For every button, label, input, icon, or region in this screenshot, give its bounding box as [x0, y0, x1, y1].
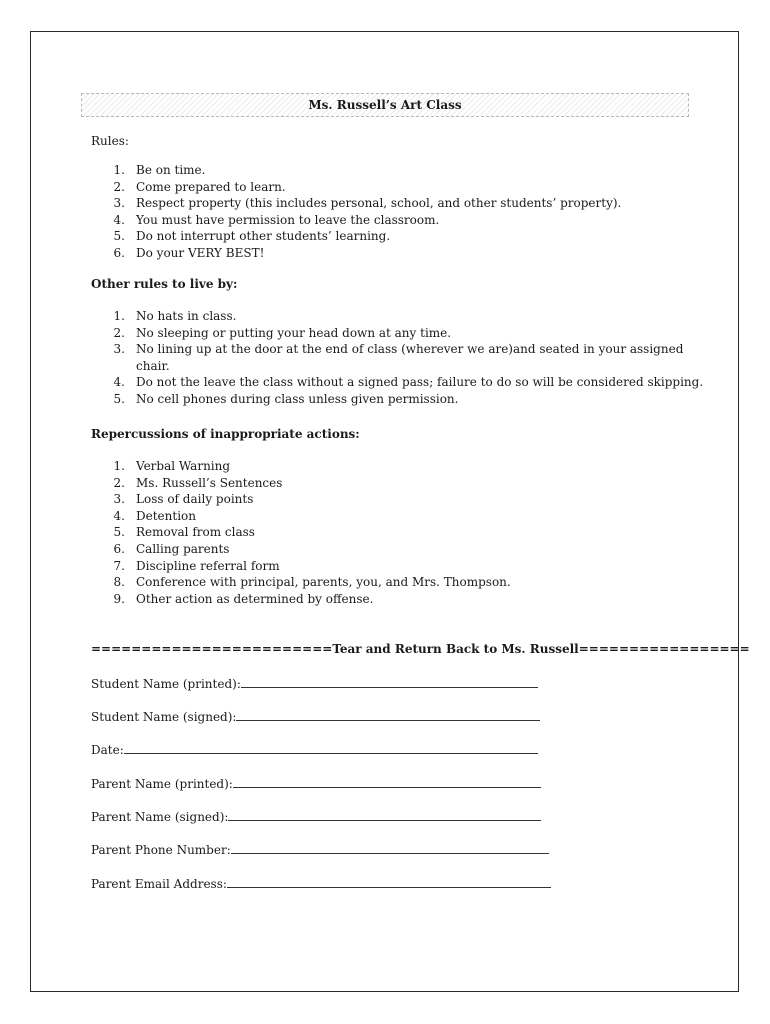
document-title: Ms. Russell’s Art Class: [308, 98, 462, 112]
list-item-text: No hats in class.: [136, 309, 237, 323]
list-item: [91, 325, 703, 342]
parent-name-printed-line[interactable]: [233, 776, 541, 788]
list-item-number: 2.: [113, 325, 125, 340]
list-item-text: Calling parents: [136, 541, 230, 556]
list-item-number: 9.: [113, 591, 125, 606]
other-rules-list: [91, 308, 703, 408]
list-item: [91, 541, 511, 558]
list-item-number: 3.: [113, 196, 125, 211]
list-item: [91, 458, 511, 475]
parent-name-printed-label: Parent Name (printed):: [91, 777, 233, 791]
parent-phone-line[interactable]: [231, 842, 549, 854]
list-item-text: Be on time.: [136, 163, 206, 177]
parent-email-label: Parent Email Address:: [91, 877, 227, 891]
list-item-text: No lining up at the door at the end of class (wherever we are)and seated in your assigned: [136, 342, 684, 357]
list-item: [91, 358, 703, 375]
list-item-number: 3.: [113, 492, 125, 507]
list-item-number: 6.: [113, 541, 125, 556]
other-rules-heading: Other rules to live by:: [91, 277, 238, 291]
rules-heading: Rules:: [91, 134, 129, 148]
date-line[interactable]: [124, 742, 538, 754]
list-item-number: 8.: [113, 575, 125, 590]
student-name-printed-line[interactable]: [241, 676, 538, 688]
list-item-text: Respect property (this includes personal, school, and other students’ property).: [136, 196, 622, 211]
list-item-text: Loss of daily points: [136, 492, 254, 507]
list-item-number: 5.: [113, 525, 125, 540]
list-item: [91, 374, 703, 391]
parent-phone-field[interactable]: [91, 842, 549, 858]
list-item-text: No sleeping or putting your head down at any time.: [136, 325, 452, 340]
list-item: [91, 591, 511, 608]
list-item: [91, 341, 703, 358]
list-item-text: Discipline referral form: [136, 558, 280, 573]
list-item-number: 4.: [113, 508, 125, 523]
list-item-number: 1.: [113, 459, 125, 473]
list-item-number: 4.: [113, 212, 125, 227]
list-item-text: Conference with principal, parents, you, and Mrs. Thompson.: [136, 575, 511, 590]
title-box: [81, 93, 689, 117]
list-item-number: 3.: [113, 342, 125, 357]
list-item-text: Verbal Warning: [136, 459, 231, 473]
list-item-text: Detention: [136, 508, 196, 523]
date-field[interactable]: [91, 742, 538, 758]
list-item-number: 7.: [113, 558, 125, 573]
list-item: [91, 228, 621, 245]
list-item-number: 1.: [113, 163, 125, 177]
list-item-text: Do not the leave the class without a signed pass; failure to do so will be considered skipping.: [136, 375, 704, 390]
list-item-text: You must have permission to leave the classroom.: [136, 212, 440, 227]
list-item-number: 5.: [113, 229, 125, 244]
parent-email-line[interactable]: [227, 876, 551, 888]
list-item: [91, 308, 703, 325]
parent-name-signed-line[interactable]: [228, 809, 541, 821]
list-item: [91, 195, 621, 212]
list-item-text: Removal from class: [136, 525, 255, 540]
list-item: [91, 391, 703, 408]
list-item-text: Do not interrupt other students’ learning.: [136, 229, 391, 244]
list-item-number: 1.: [113, 309, 125, 323]
parent-email-field[interactable]: [91, 876, 551, 892]
list-item: [91, 558, 511, 575]
student-name-signed-line[interactable]: [236, 709, 540, 721]
list-item-text: chair.: [136, 358, 170, 373]
student-name-signed-field[interactable]: [91, 709, 540, 725]
list-item: [91, 524, 511, 541]
rules-list: [91, 162, 621, 262]
repercussions-heading: Repercussions of inappropriate actions:: [91, 427, 360, 441]
parent-phone-label: Parent Phone Number:: [91, 843, 231, 857]
parent-name-signed-field[interactable]: [91, 809, 541, 825]
list-item-text: Ms. Russell’s Sentences: [136, 475, 283, 490]
parent-name-printed-field[interactable]: [91, 776, 541, 792]
list-item-number: 4.: [113, 375, 125, 390]
list-item-number: 6.: [113, 245, 125, 260]
list-item-number: 2.: [113, 179, 125, 194]
tear-line: ========================Tear and Return Back to Ms. Russell=================: [91, 642, 750, 656]
parent-name-signed-label: Parent Name (signed):: [91, 810, 229, 824]
list-item-text: Other action as determined by offense.: [136, 591, 374, 606]
list-item: [91, 508, 511, 525]
list-item-text: Do your VERY BEST!: [136, 245, 265, 260]
list-item: [91, 574, 511, 591]
list-item: [91, 212, 621, 229]
list-item: [91, 162, 621, 179]
list-item-text: No cell phones during class unless given permission.: [136, 391, 459, 406]
list-item: [91, 179, 621, 196]
list-item-number: 5.: [113, 391, 125, 406]
date-label: Date:: [91, 743, 124, 757]
list-item: [91, 245, 621, 262]
student-name-signed-label: Student Name (signed):: [91, 710, 237, 724]
student-name-printed-label: Student Name (printed):: [91, 677, 241, 691]
list-item-text: Come prepared to learn.: [136, 179, 286, 194]
list-item-number: 2.: [113, 475, 125, 490]
repercussions-list: [91, 458, 511, 607]
list-item: [91, 491, 511, 508]
student-name-printed-field[interactable]: [91, 676, 538, 692]
list-item: [91, 475, 511, 492]
